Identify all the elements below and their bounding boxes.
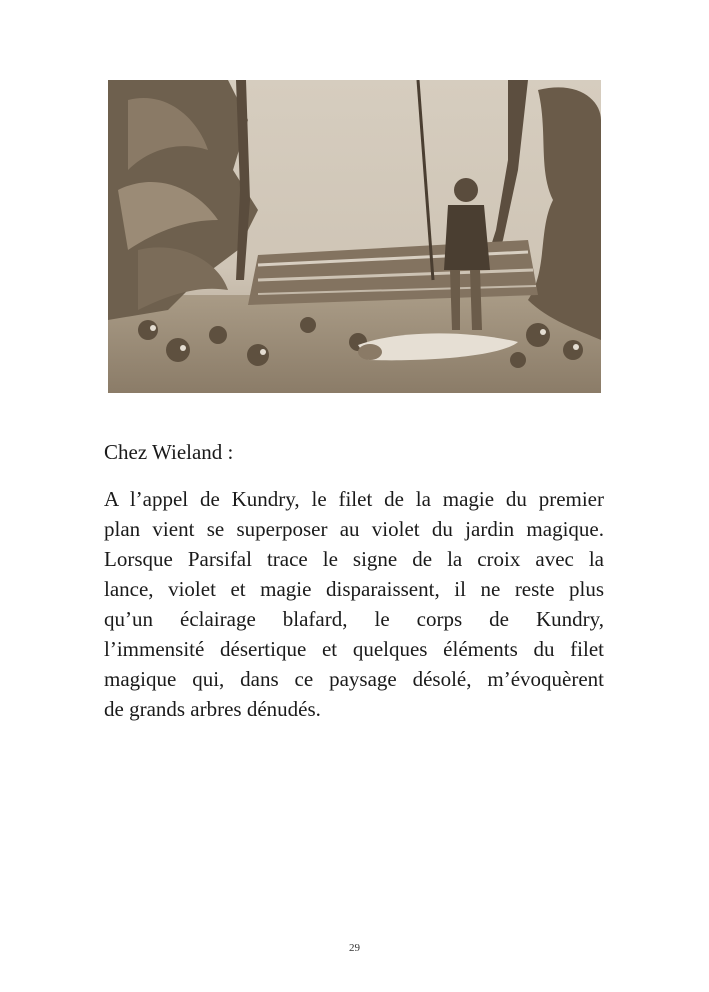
page-number: 29 (349, 942, 360, 954)
paragraph-line: qu’un éclairage blafard, le corps de Kundry, (104, 607, 604, 631)
paragraph-line: A l’appel de Kundry, le filet de la magie du premier (104, 487, 604, 511)
stage-photo-illustration (108, 80, 601, 393)
paragraph-line: de grands arbres dénudés. (104, 697, 321, 721)
paragraph-line: plan vient se superposer au violet du jardin magique. (104, 517, 604, 541)
paragraph-line: l’immensité désertique et quelques éléments du filet (104, 637, 604, 661)
body-paragraph (104, 484, 604, 724)
stage-photo (108, 80, 601, 393)
section-heading: Chez Wieland : (104, 440, 234, 464)
paragraph-line: lance, violet et magie disparaissent, il ne reste plus (104, 577, 604, 601)
paragraph-line: Lorsque Parsifal trace le signe de la croix avec la (104, 547, 604, 571)
paragraph-line: magique qui, dans ce paysage désolé, m’évoquèrent (104, 667, 604, 691)
